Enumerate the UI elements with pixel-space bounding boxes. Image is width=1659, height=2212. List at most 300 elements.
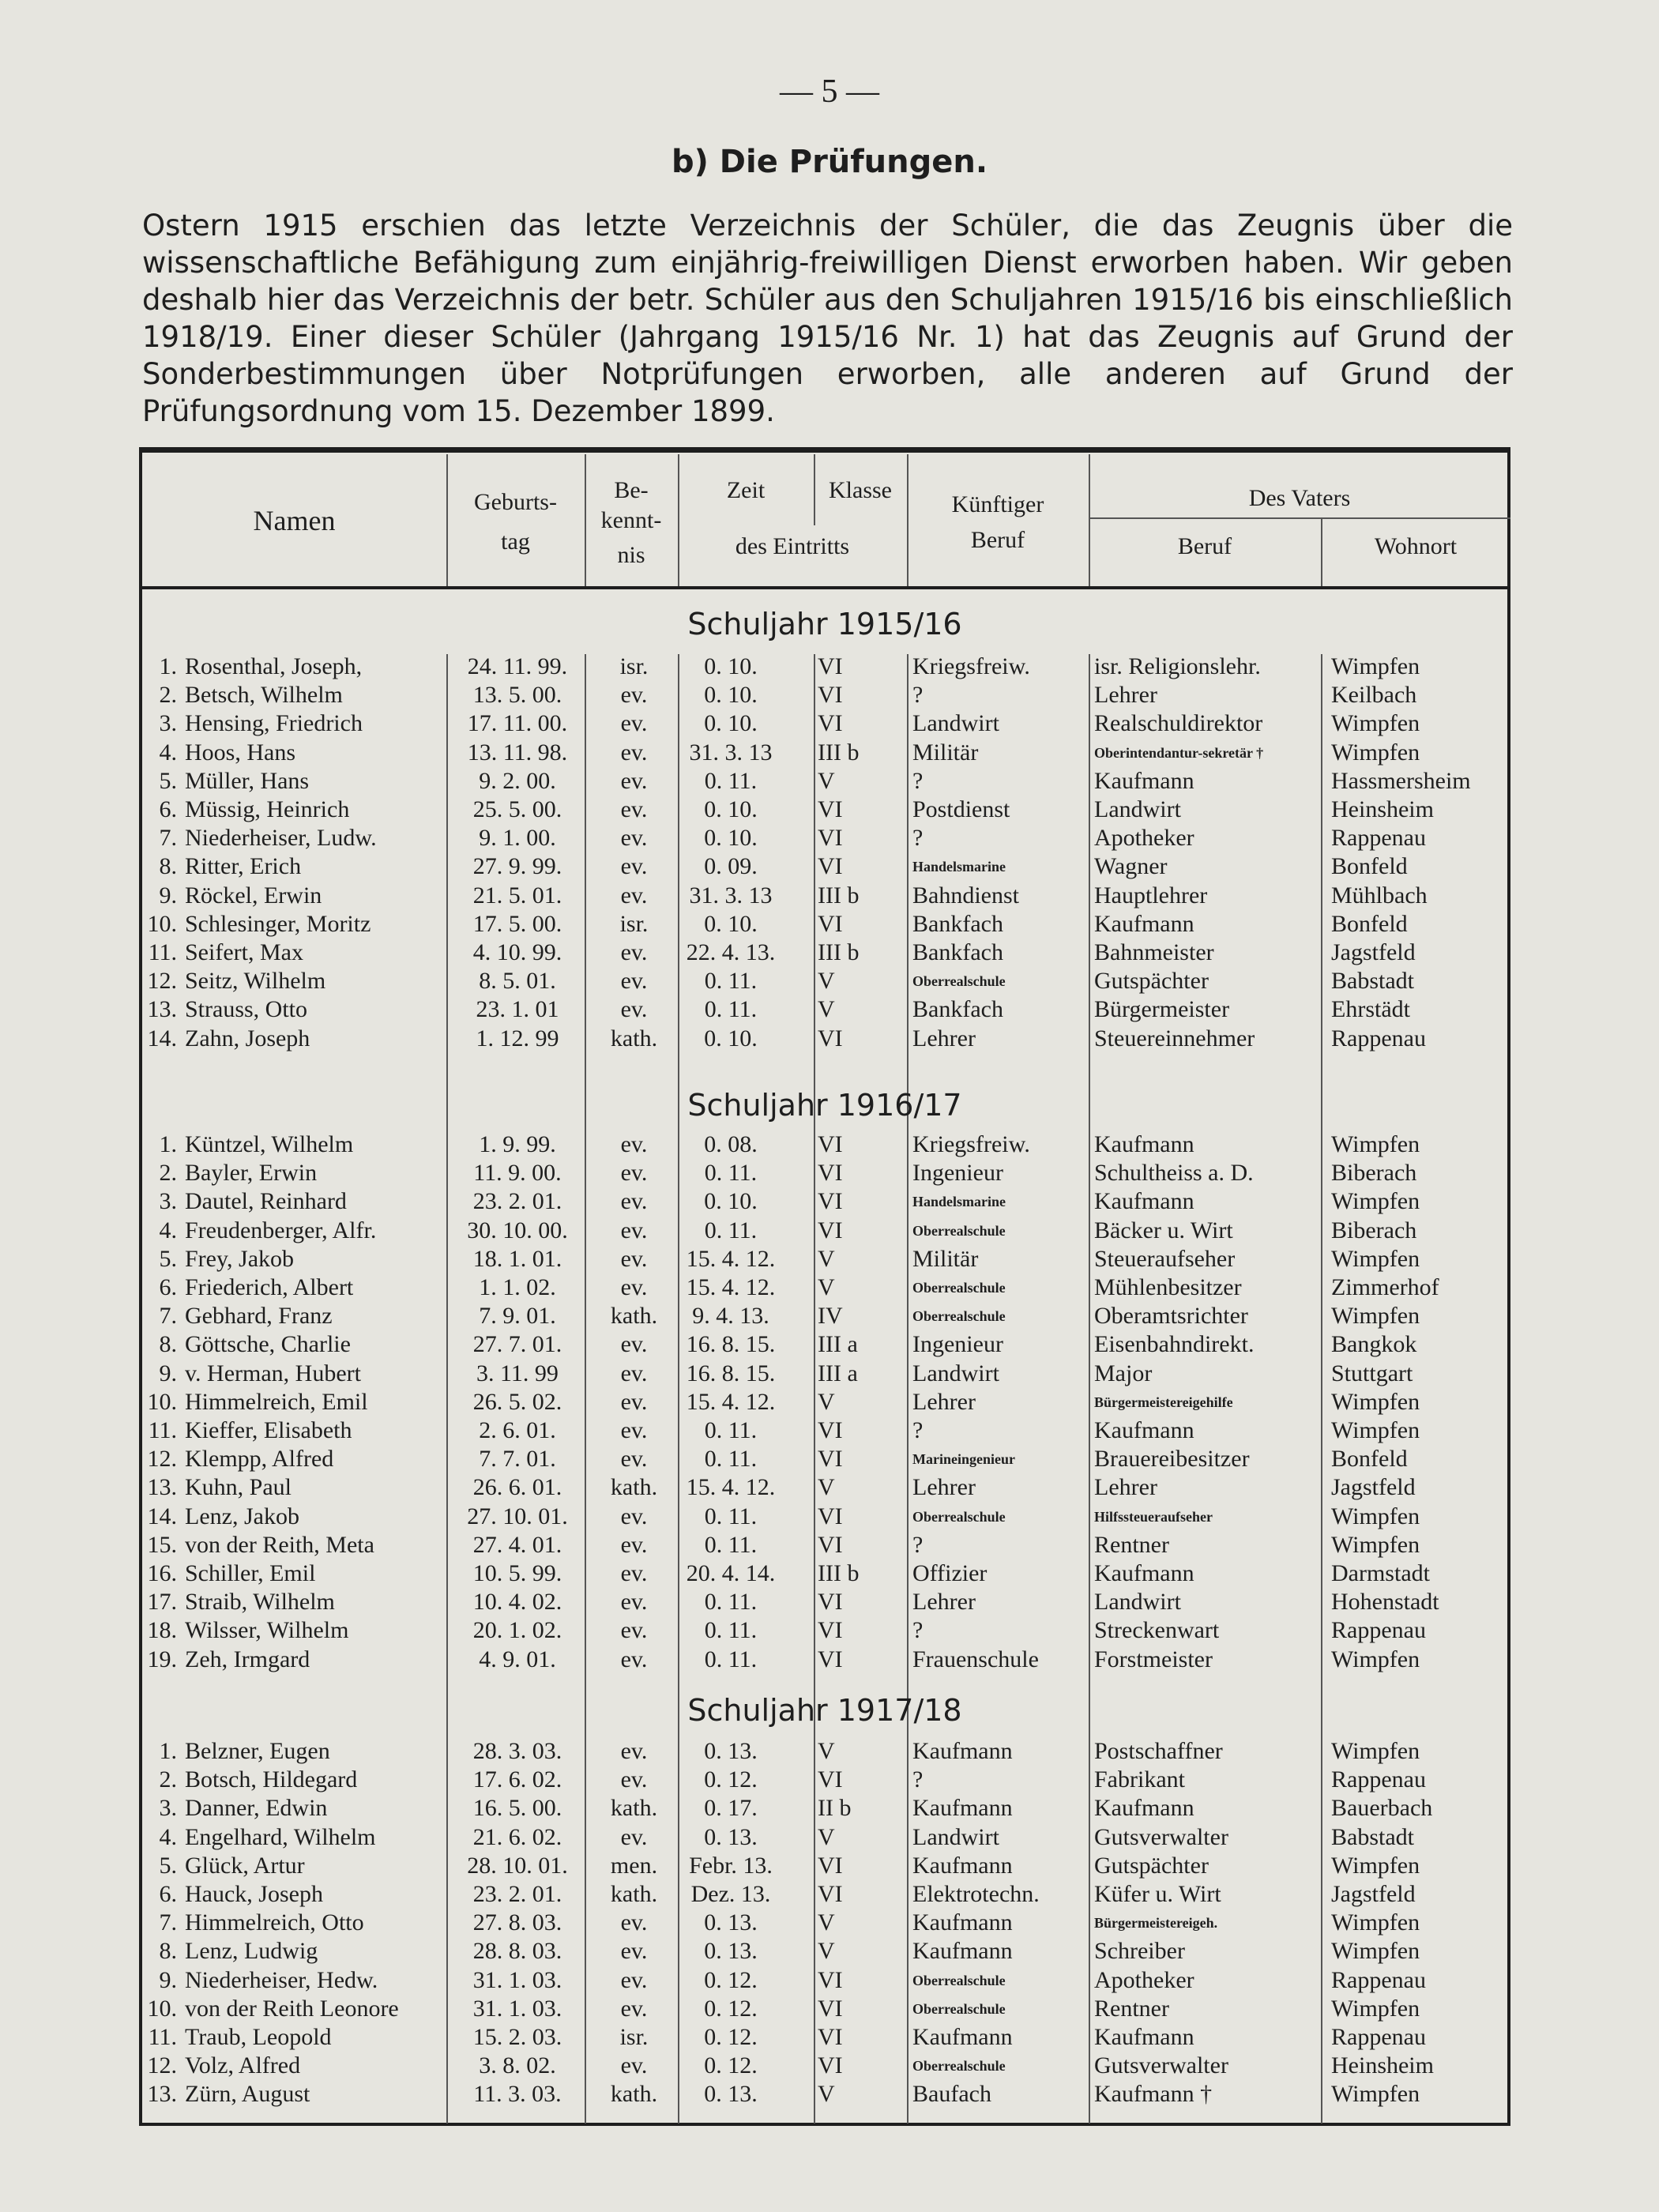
father-profession: Streckenwart: [1094, 1617, 1220, 1644]
father-profession: Kaufmann: [1094, 1131, 1194, 1157]
birth-date: 27. 7. 01.: [472, 1331, 562, 1358]
student-name-text: Niederheiser, Ludw.: [185, 825, 377, 852]
future-profession: Oberrealschule: [912, 1508, 1006, 1525]
entry-time: 0. 13.: [704, 2081, 758, 2108]
entry-time: 0. 10.: [704, 1188, 758, 1215]
table-row: [142, 796, 1509, 824]
father-profession: Oberintendantur-sekretär †: [1094, 744, 1264, 761]
father-residence: Rappenau: [1331, 1966, 1426, 1993]
entry-class: VI: [818, 796, 843, 822]
student-name: [142, 1473, 446, 1502]
entry-class: VI: [818, 1617, 843, 1644]
birth-date: 17. 5. 00.: [472, 910, 562, 937]
row-number: 6.: [159, 796, 177, 822]
confession: ev.: [620, 1738, 648, 1764]
student-name: [142, 1995, 446, 2023]
row-number: 4.: [159, 1823, 177, 1850]
student-name-text: Dautel, Reinhard: [185, 1188, 347, 1215]
entry-class: II b: [818, 1795, 852, 1822]
student-name-text: Kuhn, Paul: [185, 1474, 292, 1501]
birth-date: 8. 5. 01.: [479, 968, 556, 995]
student-name-text: Hensing, Friedrich: [185, 710, 363, 737]
row-number: 15.: [147, 1531, 177, 1558]
student-name: [142, 1360, 446, 1388]
father-residence: Darmstadt: [1331, 1560, 1430, 1586]
row-number: 1.: [159, 1131, 177, 1157]
entry-time: 0. 17.: [704, 1795, 758, 1822]
father-profession: Kaufmann: [1094, 1560, 1194, 1586]
entry-class: VI: [818, 1025, 843, 1051]
confession: ev.: [620, 882, 648, 908]
birth-date: 15. 2. 03.: [472, 2024, 562, 2050]
row-number: 5.: [159, 767, 177, 794]
entry-time: 15. 4. 12.: [686, 1274, 776, 1300]
father-profession: Gutsverwalter: [1094, 2052, 1228, 2079]
father-residence: Wimpfen: [1331, 1852, 1420, 1879]
table-row: [142, 1880, 1509, 1909]
father-residence: Rappenau: [1331, 2024, 1426, 2050]
future-profession: Bankfach: [912, 996, 1003, 1023]
confession: ev.: [620, 1331, 648, 1358]
student-name: [142, 1217, 446, 1245]
student-name: [142, 2080, 446, 2109]
entry-time: 9. 4. 13.: [692, 1303, 769, 1330]
confession: isr.: [619, 653, 649, 679]
confession: ev.: [620, 1646, 648, 1672]
father-profession: Apotheker: [1094, 825, 1194, 852]
student-name-text: Kieffer, Elisabeth: [185, 1417, 352, 1443]
student-name: [142, 709, 446, 738]
birth-date: 16. 5. 00.: [472, 1795, 562, 1822]
father-residence: Mühlbach: [1331, 882, 1428, 908]
father-residence: Wimpfen: [1331, 653, 1420, 679]
future-profession: Oberrealschule: [912, 1222, 1006, 1239]
entry-time: 0. 10.: [704, 682, 758, 709]
confession: ev.: [620, 1217, 648, 1243]
future-profession: Kriegsfreiw.: [912, 653, 1030, 679]
entry-class: VI: [818, 653, 843, 679]
entry-class: V: [818, 1938, 835, 1965]
row-number: 12.: [147, 2052, 177, 2079]
birth-date: 20. 1. 02.: [472, 1617, 562, 1644]
father-profession: Kaufmann: [1094, 1188, 1194, 1215]
confession: ev.: [620, 1274, 648, 1300]
confession: ev.: [620, 1823, 648, 1850]
father-residence: Wimpfen: [1331, 1303, 1420, 1330]
father-residence: Ehrstädt: [1331, 996, 1410, 1023]
future-profession: ?: [912, 1417, 924, 1443]
row-number: 7.: [159, 825, 177, 852]
student-name-text: Strauss, Otto: [185, 996, 308, 1023]
table-row: [142, 1302, 1509, 1330]
birth-date: 31. 1. 03.: [472, 1995, 562, 2022]
entry-time: 0. 11.: [704, 1589, 758, 1616]
row-number: 18.: [147, 1617, 177, 1644]
future-profession: Bankfach: [912, 910, 1003, 937]
entry-class: V: [818, 996, 835, 1023]
student-name-text: Schlesinger, Moritz: [185, 910, 371, 937]
student-name-text: Traub, Leopold: [185, 2024, 332, 2050]
header-name: Namen: [253, 505, 336, 536]
entry-class: V: [818, 968, 835, 995]
student-name: [142, 1130, 446, 1159]
entry-time: 0. 10.: [704, 653, 758, 679]
table-row: [142, 1445, 1509, 1473]
father-residence: Wimpfen: [1331, 1646, 1420, 1672]
header-father-job: Beruf: [1177, 533, 1232, 559]
entry-class: VI: [818, 853, 843, 880]
father-profession: Bürgermeistereigeh.: [1094, 1915, 1218, 1932]
entry-class: VI: [818, 1589, 843, 1616]
birth-date: 26. 5. 02.: [472, 1388, 562, 1415]
school-year-heading: Schuljahr 1916/17: [687, 1088, 962, 1123]
father-residence: Jagstfeld: [1331, 939, 1416, 965]
row-number: 4.: [159, 1217, 177, 1243]
table-row: [142, 1852, 1509, 1880]
header-conf-1: Be-: [614, 477, 649, 503]
father-residence: Wimpfen: [1331, 2081, 1420, 2108]
future-profession: Kaufmann: [912, 1938, 1013, 1965]
table-row: [142, 2052, 1509, 2080]
table-row: [142, 824, 1509, 852]
confession: ev.: [620, 968, 648, 995]
confession: ev.: [620, 939, 648, 965]
student-name: [142, 1909, 446, 1937]
entry-time: 0. 10.: [704, 825, 758, 852]
birth-date: 28. 3. 03.: [472, 1738, 562, 1764]
student-name: [142, 1416, 446, 1445]
confession: ev.: [620, 739, 648, 766]
table-row: [142, 1766, 1509, 1794]
row-number: 8.: [159, 1331, 177, 1358]
birth-date: 26. 6. 01.: [472, 1474, 562, 1501]
student-name-text: v. Herman, Hubert: [185, 1360, 361, 1386]
table-row: [142, 1416, 1509, 1445]
entry-class: VI: [818, 1417, 843, 1443]
student-name: [142, 796, 446, 824]
entry-time: 0. 11.: [704, 1646, 758, 1672]
father-profession: Brauereibesitzer: [1094, 1446, 1250, 1473]
row-number: 8.: [159, 853, 177, 880]
birth-date: 17. 11. 00.: [467, 710, 568, 737]
row-number: 14.: [147, 1503, 177, 1529]
student-name-text: Betsch, Wilhelm: [185, 682, 343, 709]
birth-date: 21. 6. 02.: [472, 1823, 562, 1850]
table-row: [142, 1588, 1509, 1616]
student-name: [142, 1187, 446, 1216]
student-name: [142, 1273, 446, 1302]
confession: ev.: [620, 1531, 648, 1558]
entry-time: 0. 13.: [704, 1938, 758, 1965]
father-profession: Kaufmann: [1094, 910, 1194, 937]
birth-date: 2. 6. 01.: [479, 1417, 556, 1443]
entry-class: III b: [818, 882, 860, 908]
confession: ev.: [620, 1188, 648, 1215]
student-name: [142, 1159, 446, 1187]
table-row: [142, 1217, 1509, 1245]
row-number: 5.: [159, 1245, 177, 1272]
future-profession: Postdienst: [912, 796, 1010, 822]
student-name: [142, 852, 446, 881]
student-name-text: Ritter, Erich: [185, 853, 302, 880]
student-name-text: Belzner, Eugen: [185, 1738, 330, 1764]
father-residence: Stuttgart: [1331, 1360, 1413, 1386]
future-profession: Handelsmarine: [912, 1194, 1006, 1210]
student-name-text: von der Reith, Meta: [185, 1531, 374, 1558]
future-profession: Bahndienst: [912, 882, 1019, 908]
confession: ev.: [620, 1966, 648, 1993]
student-name: [142, 1880, 446, 1909]
birth-date: 31. 1. 03.: [472, 1966, 562, 1993]
student-name: [142, 1737, 446, 1766]
student-name-text: Müller, Hans: [185, 767, 310, 794]
student-name-text: Danner, Edwin: [185, 1795, 328, 1822]
birth-date: 27. 9. 99.: [472, 853, 562, 880]
student-name-text: Freudenberger, Alfr.: [185, 1217, 377, 1243]
entry-class: VI: [818, 1852, 843, 1879]
row-number: 7.: [159, 1303, 177, 1330]
header-class: Klasse: [829, 477, 892, 503]
table-row: [142, 1737, 1509, 1766]
future-profession: Militär: [912, 739, 979, 766]
father-residence: Wimpfen: [1331, 1995, 1420, 2022]
student-name: [142, 1823, 446, 1852]
row-number: 3.: [159, 1188, 177, 1215]
entry-time: 0. 11.: [704, 1617, 758, 1644]
entry-class: V: [818, 1274, 835, 1300]
student-name-text: Seifert, Max: [185, 939, 303, 965]
entry-class: III a: [818, 1331, 858, 1358]
intro-paragraph: Ostern 1915 erschien das letzte Verzeichnis der Schüler, die das Zeugnis über die wissenschaftliche Befähigung zum einjährig-freiwilligen Dienst erworben haben. Wir geben deshalb hier das Verzeichnis der betr. Schüler aus den Schuljahren 1915/16 bis einschließlich 1918/19. Einer dieser Schüler (Jahrgang 1915/16 Nr. 1) hat das Zeugnis auf Grund der Sonderbestimmungen über Notprüfungen erworben, alle anderen auf Grund der Prüfungsordnung vom 15. Dezember 1899.: [142, 209, 1513, 428]
table-row: [142, 1159, 1509, 1187]
student-name-text: Zeh, Irmgard: [185, 1646, 310, 1672]
father-residence: Heinsheim: [1331, 796, 1434, 822]
student-name-text: Lenz, Jakob: [185, 1503, 299, 1529]
birth-date: 28. 8. 03.: [472, 1938, 562, 1965]
row-number: 4.: [159, 739, 177, 766]
father-profession: Landwirt: [1094, 796, 1181, 822]
student-name-text: Friederich, Albert: [185, 1274, 354, 1300]
father-residence: Babstadt: [1331, 1823, 1414, 1850]
entry-class: VI: [818, 1160, 843, 1187]
future-profession: Oberrealschule: [912, 1972, 1006, 1988]
table-row: [142, 1473, 1509, 1502]
table-row: [142, 1909, 1509, 1937]
entry-time: 22. 4. 13.: [686, 939, 776, 965]
row-number: 12.: [147, 968, 177, 995]
student-name: [142, 739, 446, 767]
table-row: [142, 709, 1509, 738]
entry-class: VI: [818, 1531, 843, 1558]
future-profession: Kaufmann: [912, 1909, 1013, 1936]
father-residence: Biberach: [1331, 1160, 1417, 1187]
student-name-text: Engelhard, Wilhelm: [185, 1823, 376, 1850]
student-name: [142, 1588, 446, 1616]
confession: kath.: [610, 1303, 658, 1330]
birth-date: 3. 8. 02.: [479, 2052, 556, 2079]
entry-time: 0. 12.: [704, 1995, 758, 2022]
birth-date: 1. 12. 99: [476, 1025, 559, 1051]
father-residence: Jagstfeld: [1331, 1474, 1416, 1501]
future-profession: ?: [912, 767, 924, 794]
birth-date: 9. 1. 00.: [479, 825, 556, 852]
birth-date: 3. 11. 99: [476, 1360, 559, 1386]
row-number: 9.: [159, 1360, 177, 1386]
father-profession: Kaufmann: [1094, 1795, 1194, 1822]
entry-time: 0. 11.: [704, 1417, 758, 1443]
father-profession: Gutsverwalter: [1094, 1823, 1228, 1850]
father-profession: isr. Religionslehr.: [1094, 653, 1261, 679]
father-residence: Heinsheim: [1331, 2052, 1434, 2079]
father-profession: Steuereinnehmer: [1094, 1025, 1255, 1051]
student-name-text: Röckel, Erwin: [185, 882, 322, 908]
entry-class: V: [818, 1388, 835, 1415]
future-profession: Elektrotechn.: [912, 1881, 1040, 1907]
row-number: 12.: [147, 1446, 177, 1473]
confession: ev.: [620, 1589, 648, 1616]
student-name-text: Gebhard, Franz: [185, 1303, 333, 1330]
confession: kath.: [610, 1881, 658, 1907]
future-profession: Bankfach: [912, 939, 1003, 965]
table-row: [142, 739, 1509, 767]
future-profession: ?: [912, 825, 924, 852]
future-profession: Lehrer: [912, 1589, 976, 1616]
header-divider: [1089, 517, 1510, 519]
father-profession: Kaufmann †: [1094, 2081, 1213, 2108]
confession: ev.: [620, 1360, 648, 1386]
father-residence: Wimpfen: [1331, 1245, 1420, 1272]
student-name: [142, 1852, 446, 1880]
table-row: [142, 1995, 1509, 2023]
birth-date: 4. 9. 01.: [479, 1646, 556, 1672]
father-residence: Biberach: [1331, 1217, 1417, 1243]
entry-time: 0. 11.: [704, 1160, 758, 1187]
entry-class: V: [818, 2081, 835, 2108]
table-row: [142, 653, 1509, 681]
student-name: [142, 1445, 446, 1473]
confession: ev.: [620, 1617, 648, 1644]
confession: ev.: [620, 710, 648, 737]
entry-time: Dez. 13.: [690, 1881, 771, 1907]
father-residence: Bonfeld: [1331, 910, 1408, 937]
future-profession: Oberrealschule: [912, 2000, 1006, 2017]
entry-time: 0. 11.: [704, 1531, 758, 1558]
birth-date: 1. 9. 99.: [479, 1131, 556, 1157]
father-profession: Lehrer: [1094, 1474, 1157, 1501]
row-number: 2.: [159, 1766, 177, 1793]
header-birth-2: tag: [501, 529, 530, 555]
student-name-text: Botsch, Hildegard: [185, 1766, 358, 1793]
future-profession: Landwirt: [912, 1360, 999, 1386]
father-residence: Bangkok: [1331, 1331, 1417, 1358]
row-number: 5.: [159, 1852, 177, 1879]
entry-time: 16. 8. 15.: [686, 1360, 776, 1386]
entry-time: 0. 10.: [704, 910, 758, 937]
student-name: [142, 1503, 446, 1531]
student-name-text: Frey, Jakob: [185, 1245, 295, 1272]
student-name-text: Hoos, Hans: [185, 739, 295, 766]
student-name-text: Seitz, Wilhelm: [185, 968, 326, 995]
confession: ev.: [620, 1446, 648, 1473]
father-profession: Wagner: [1094, 853, 1168, 880]
header-rule: [139, 586, 1510, 589]
entry-class: III b: [818, 939, 860, 965]
row-number: 9.: [159, 1966, 177, 1993]
student-name-text: Niederheiser, Hedw.: [185, 1966, 378, 1993]
table-row: [142, 1646, 1509, 1674]
table-row: [142, 1273, 1509, 1302]
row-number: 13.: [147, 996, 177, 1023]
father-residence: Rappenau: [1331, 1617, 1426, 1644]
father-profession: Major: [1094, 1360, 1153, 1386]
birth-date: 9. 2. 00.: [479, 767, 556, 794]
birth-date: 25. 5. 00.: [472, 796, 562, 822]
birth-date: 27. 8. 03.: [472, 1909, 562, 1936]
table-row: [142, 1559, 1509, 1588]
table-row: [142, 1187, 1509, 1216]
future-profession: Oberrealschule: [912, 1308, 1006, 1325]
entry-class: V: [818, 767, 835, 794]
student-name-text: Volz, Alfred: [185, 2052, 301, 2079]
entry-time: 0. 11.: [704, 1503, 758, 1529]
future-profession: ?: [912, 1617, 924, 1644]
father-profession: Forstmeister: [1094, 1646, 1213, 1672]
future-profession: Kaufmann: [912, 1795, 1013, 1822]
father-profession: Lehrer: [1094, 682, 1157, 709]
row-number: 3.: [159, 1795, 177, 1822]
father-residence: Wimpfen: [1331, 1417, 1420, 1443]
birth-date: 1. 1. 02.: [479, 1274, 556, 1300]
father-profession: Steueraufseher: [1094, 1245, 1236, 1272]
entry-time: 0. 09.: [704, 853, 758, 880]
table-row: [142, 1616, 1509, 1645]
entry-time: 0. 11.: [704, 996, 758, 1023]
father-profession: Mühlenbesitzer: [1094, 1274, 1242, 1300]
row-number: 11.: [148, 1417, 177, 1443]
student-name-text: Himmelreich, Otto: [185, 1909, 364, 1936]
student-name: [142, 1245, 446, 1273]
entry-time: 0. 10.: [704, 1025, 758, 1051]
entry-time: 16. 8. 15.: [686, 1331, 776, 1358]
student-name-text: Zürn, August: [185, 2081, 310, 2108]
future-profession: Lehrer: [912, 1474, 976, 1501]
table-row: [142, 1531, 1509, 1559]
entry-class: VI: [818, 1881, 843, 1907]
student-name: [142, 1025, 446, 1053]
student-name: [142, 1937, 446, 1966]
student-name: [142, 1559, 446, 1588]
table-row: [142, 1937, 1509, 1966]
future-profession: Kriegsfreiw.: [912, 1131, 1030, 1157]
entry-time: 20. 4. 14.: [686, 1560, 776, 1586]
father-residence: Hassmersheim: [1331, 767, 1471, 794]
section-title: b) Die Prüfungen.: [671, 144, 988, 180]
birth-date: 13. 11. 98.: [467, 739, 568, 766]
birth-date: 30. 10. 00.: [467, 1217, 568, 1243]
student-name: [142, 1330, 446, 1359]
school-year-heading: Schuljahr 1915/16: [687, 607, 962, 641]
entry-class: VI: [818, 1646, 843, 1672]
row-number: 10.: [147, 1995, 177, 2022]
father-profession: Hauptlehrer: [1094, 882, 1208, 908]
student-name: [142, 1646, 446, 1674]
table-row: [142, 1330, 1509, 1359]
student-name: [142, 1388, 446, 1416]
header-future-2: Beruf: [970, 527, 1025, 553]
student-name: [142, 681, 446, 709]
entry-class: VI: [818, 1766, 843, 1793]
entry-time: 0. 11.: [704, 968, 758, 995]
